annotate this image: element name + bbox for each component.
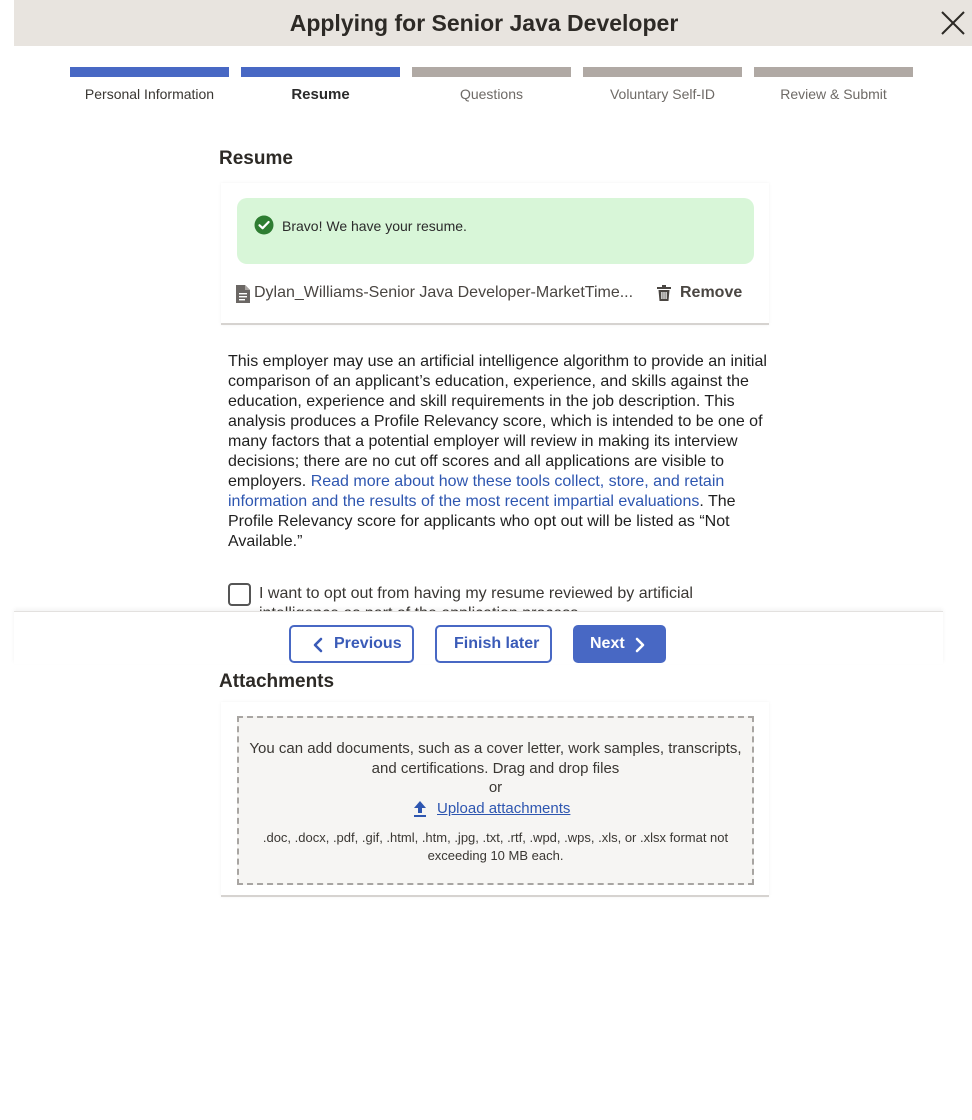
finish-later-label: Finish later [454, 635, 540, 652]
trash-icon [657, 285, 671, 301]
ai-optout-checkbox[interactable] [228, 583, 251, 606]
success-banner [237, 198, 754, 264]
header-bar [14, 0, 972, 46]
step-label: Review & Submit [780, 86, 887, 102]
step-bar [241, 67, 400, 77]
chevron-right-icon [634, 637, 646, 653]
attachments-heading: Attachments [219, 671, 335, 692]
disclaimer-text: This employer may use an artificial intelligence algorithm to provide an initial comparison of an applicant’s education, experience, and skills against the education, experience and skill requirements in the job description. This analysis produces a Profile Relevancy score, which is intended to be one of many factors that a potential employer will review in making its interview decisions; there are no cut off scores and all applications are visible to employers. [228, 353, 767, 490]
next-label: Next [590, 635, 625, 652]
ai-optout-label[interactable]: I want to opt out from having my resume reviewed by artificial [259, 585, 693, 602]
step-voluntary-self-id[interactable] [583, 67, 742, 107]
close-button[interactable] [938, 8, 968, 38]
upload-label: Upload attachments [437, 800, 571, 817]
resume-file-name[interactable]: Dylan_Williams-Senior Java Developer-MarketTime... [254, 284, 634, 301]
navigation-footer [14, 611, 943, 664]
step-review-submit[interactable] [754, 67, 913, 107]
document-icon [235, 285, 251, 303]
close-icon [938, 8, 968, 38]
allowed-formats: .doc, .docx, .pdf, .gif, .html, .htm, .jpg, .txt, .rtf, .wpd, .wps, .xls, or .xlsx format not exceeding 10 MB each. [262, 830, 729, 863]
step-bar [583, 67, 742, 77]
step-bar [412, 67, 571, 77]
dropzone-description: You can add documents, such as a cover letter, work samples, transcripts, and certifications. Drag and drop files [249, 740, 742, 777]
step-label: Resume [291, 86, 350, 103]
progress-steps [70, 67, 913, 107]
step-bar [754, 67, 913, 77]
attachment-dropzone[interactable] [237, 716, 754, 885]
attachments-card [221, 702, 769, 897]
resume-heading: Resume [219, 148, 293, 169]
finish-later-button[interactable] [435, 625, 552, 663]
disclaimer-text-end: . The Profile Relevancy score for applicants who opt out will be listed as “Not Available.” [228, 493, 736, 550]
step-label: Voluntary Self-ID [609, 86, 716, 102]
evaluation-info-link[interactable]: Read more about how these tools collect, store, and retain information and the results of the most recent impartial evaluations [228, 473, 725, 510]
next-button[interactable] [573, 625, 666, 663]
remove-label: Remove [680, 284, 743, 301]
upload-icon [413, 801, 427, 817]
previous-label: Previous [334, 635, 402, 652]
uploaded-file-row [235, 283, 755, 305]
step-personal-information[interactable] [70, 67, 229, 107]
check-circle-icon [254, 215, 274, 235]
step-label: Personal Information [84, 86, 215, 102]
resume-card [221, 183, 769, 325]
step-bar [70, 67, 229, 77]
step-label: Questions [459, 86, 524, 102]
success-message: Bravo! We have your resume. [282, 218, 467, 234]
page-title: Applying for Senior Java Developer [289, 10, 679, 36]
dropzone-or: or [488, 779, 503, 796]
step-resume[interactable] [241, 67, 400, 107]
chevron-left-icon [312, 637, 324, 653]
step-questions[interactable] [412, 67, 571, 107]
previous-button[interactable] [289, 625, 414, 663]
ai-disclaimer [228, 352, 768, 552]
